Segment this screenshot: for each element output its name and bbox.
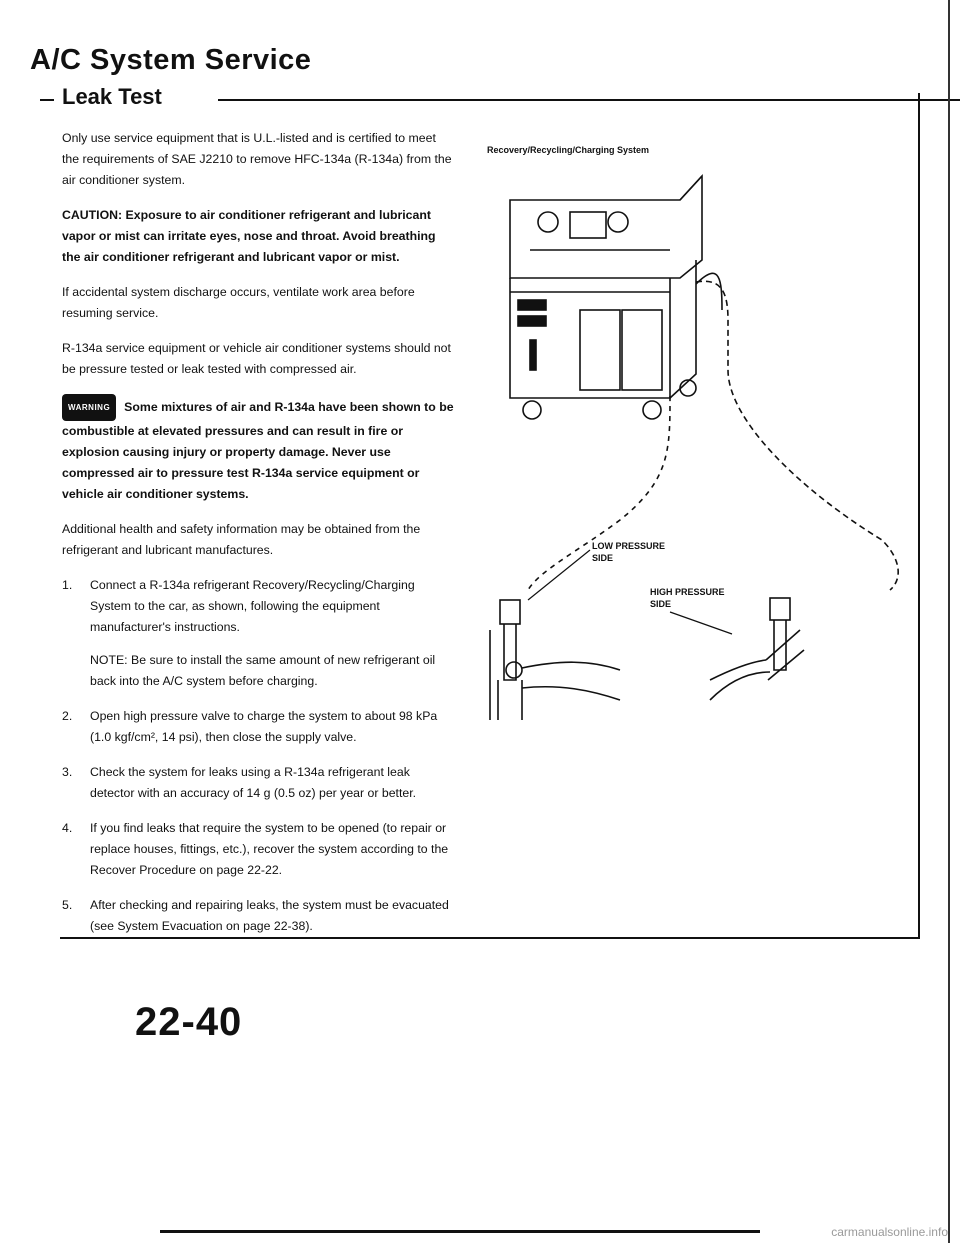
caution-paragraph: CAUTION: Exposure to air conditioner refrigerant and lubricant vapor or mist can irritate eyes, nose and throat. Avoid breathing the air conditioner refrigerant and lubricant vapor or mist.: [62, 208, 436, 264]
list-item: [62, 706, 454, 748]
bottom-rule: [160, 1230, 760, 1233]
low-side-hose-edge: [522, 687, 620, 700]
warning-paragraph: [62, 394, 454, 505]
section-dash: [40, 99, 54, 101]
step-number: 4.: [62, 821, 73, 835]
figure-caption: Recovery/Recycling/Charging System: [487, 145, 650, 155]
low-side-pipe: [498, 680, 522, 720]
high-pressure-label: HIGH PRESSURE SIDE: [650, 587, 725, 609]
page-title: A/C System Service: [30, 44, 312, 76]
step-note: NOTE: Be sure to install the same amount of new refrigerant oil back into the A/C system before charging.: [90, 653, 436, 688]
wheel-icon: [523, 401, 541, 419]
step-text: Open high pressure valve to charge the system to about 98 kPa (1.0 kgf/cm², 14 psi), then close the supply valve.: [90, 709, 438, 744]
high-pressure-hose: [696, 281, 898, 590]
page-number: 22-40: [135, 1000, 243, 1044]
door-left: [580, 310, 620, 390]
hose-outlet: [696, 273, 722, 310]
section-rule: [218, 99, 960, 101]
health-paragraph: Additional health and safety information may be obtained from the refrigerant and lubricant manufactures.: [62, 522, 421, 557]
display-panel: [570, 212, 606, 238]
discharge-paragraph: If accidental system discharge occurs, ventilate work area before resuming service.: [62, 285, 415, 320]
wheel-icon: [643, 401, 661, 419]
section-title: Leak Test: [62, 84, 162, 109]
high-side-line-edge: [710, 660, 766, 680]
frame-right-border: [918, 93, 920, 938]
gauge-left-icon: [538, 212, 558, 232]
step-text: If you find leaks that require the system to be opened (to repair or replace houses, fittings, etc.), recover the system according to the Recover Procedure on page 22-22.: [90, 821, 449, 877]
recovery-system-figure: [470, 160, 910, 720]
low-pressure-label: LOW PRESSURE SIDE: [592, 541, 666, 563]
low-coupler-cap: [500, 600, 520, 624]
step-text: Check the system for leaks using a R-134a refrigerant leak detector with an accuracy of 14 g (0.5 oz) per year or better.: [90, 765, 417, 800]
step-number: 2.: [62, 709, 73, 723]
door-right: [622, 310, 662, 390]
step-number: 1.: [62, 578, 73, 592]
equipment-paragraph: R-134a service equipment or vehicle air conditioner systems should not be pressure tested or leak tested with compressed air.: [62, 341, 451, 376]
warning-icon: WARNING: [62, 394, 116, 421]
high-side-pipe: [766, 630, 804, 680]
watermark: carmanualsonline.info: [831, 1225, 948, 1239]
cabinet-side: [670, 260, 696, 398]
step-list: [62, 575, 454, 937]
step-text: After checking and repairing leaks, the system must be evacuated (see System Evacuation on page 22-38).: [90, 898, 449, 933]
step-number: 3.: [62, 765, 73, 779]
gauge-right-icon: [608, 212, 628, 232]
step-text: Connect a R-134a refrigerant Recovery/Recycling/Charging System to the car, as shown, following the equipment manufacturer's instructions.: [90, 578, 415, 634]
list-item: [62, 818, 454, 881]
warning-text: Some mixtures of air and R-134a have been shown to be combustible at elevated pressures and can result in fire or explosion causing injury or property damage. Never use compressed air to pressure test R-134a service equipment or vehicle air conditioner systems.: [62, 399, 454, 501]
recovery-system-illustration: [470, 160, 910, 720]
step-number: 5.: [62, 898, 73, 912]
section-header: [40, 82, 920, 118]
machine-top-edge: [680, 176, 702, 200]
list-item: [62, 575, 454, 692]
low-side-fitting: [506, 662, 522, 678]
drawer-1: [518, 300, 546, 310]
list-item: [62, 762, 454, 804]
body-text: [62, 128, 454, 951]
intro-paragraph: Only use service equipment that is U.L.-listed and is certified to meet the requirements of SAE J2210 to remove HFC-134a (R-134a) from the air conditioner system.: [62, 131, 452, 187]
binding-edge: [948, 0, 950, 1243]
list-item: [62, 895, 454, 937]
drawer-2: [518, 316, 546, 326]
low-pressure-leader: [528, 550, 590, 600]
tank-gauge: [530, 340, 536, 370]
low-side-hose: [522, 662, 620, 670]
cabinet-body: [510, 278, 670, 398]
